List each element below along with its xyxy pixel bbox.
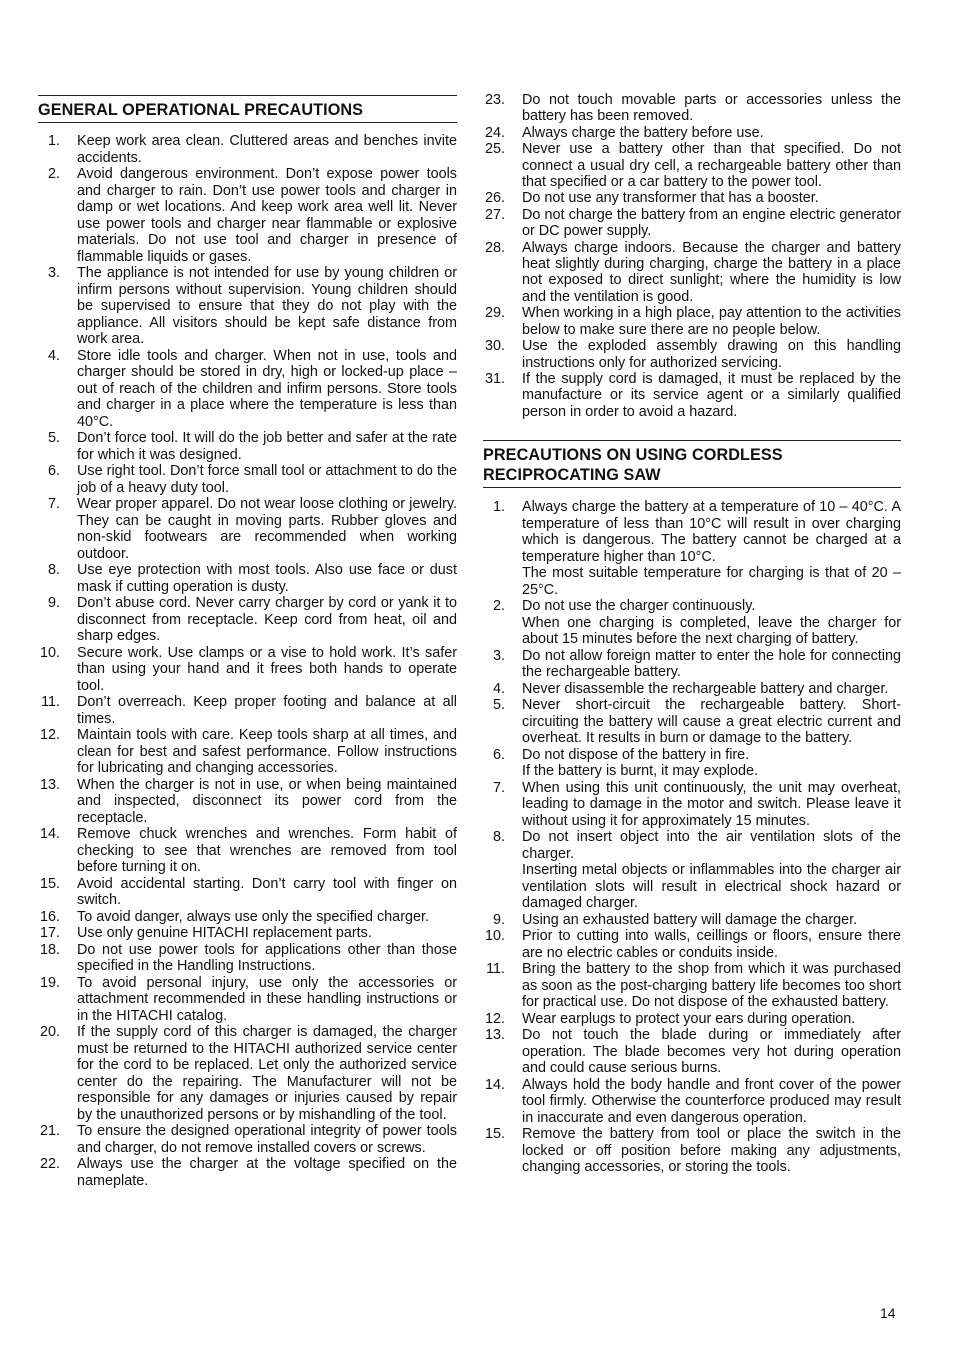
general-precautions-list bbox=[38, 133, 457, 1189]
list-item bbox=[483, 598, 901, 648]
item-number: 25. bbox=[484, 141, 505, 158]
list-item bbox=[483, 141, 901, 190]
item-number: 22. bbox=[39, 1156, 60, 1172]
item-text: Avoid dangerous environment. Don’t expose power tools and charger to rain. Don’t use power tools and charger in damp or wet locations. And keep work area well lit. Never use power tools and charger near flammable or explosive materials. Do not use tool and charger in presence of flammable liquids or gases. bbox=[77, 166, 457, 265]
list-item bbox=[483, 240, 901, 306]
item-text: Do not use any transformer that has a booster. bbox=[522, 190, 819, 207]
item-number: 27. bbox=[484, 206, 505, 223]
item-number: 9. bbox=[47, 595, 60, 611]
item-text: To avoid personal injury, use only the accessories or attachment recommended in these handling instructions or in the HITACHI catalog. bbox=[77, 974, 457, 1024]
item-text: Do not charge the battery from an engine electric generator or DC power supply. bbox=[522, 206, 901, 240]
item-number: 16. bbox=[39, 908, 60, 925]
item-number: 2. bbox=[47, 166, 60, 182]
list-item bbox=[483, 125, 901, 141]
list-item bbox=[483, 961, 901, 1011]
item-number: 18. bbox=[39, 941, 60, 958]
item-number: 6. bbox=[492, 746, 505, 763]
list-item bbox=[38, 694, 457, 727]
cordless-precautions-list bbox=[483, 499, 901, 1176]
list-item bbox=[38, 975, 457, 1025]
item-number: 14. bbox=[39, 826, 60, 842]
list-item bbox=[38, 496, 457, 562]
item-text: Always charge the battery at a temperature of 10 – 40°C. A temperature of less than 10°C will result in over charging which is dangerous. The battery cannot be charged at a temperature higher than 10°C. bbox=[522, 499, 901, 565]
right-column bbox=[483, 92, 901, 1176]
item-text: Store idle tools and charger. When not in use, tools and charger should be stored in dry, high or locked-up place – out of reach of the children and infirm persons. Store tools and charger in a place where the temperature is less than 40°C. bbox=[77, 347, 457, 430]
item-number: 5. bbox=[47, 430, 60, 446]
item-text: When working in a high place, pay attention to the activities below to make sure there are no people below. bbox=[522, 305, 901, 338]
item-text: Do not use power tools for applications other than those specified in the Handling Instructions. bbox=[77, 941, 457, 974]
item-number: 10. bbox=[484, 928, 505, 945]
list-item bbox=[483, 371, 901, 420]
list-item bbox=[483, 681, 901, 698]
list-item bbox=[483, 780, 901, 830]
list-item bbox=[38, 265, 457, 348]
item-text: Never disassemble the rechargeable battery and charger. bbox=[522, 680, 889, 697]
item-text: Wear earplugs to protect your ears during operation. bbox=[522, 1010, 856, 1027]
list-item bbox=[38, 1123, 457, 1156]
list-item bbox=[38, 826, 457, 876]
item-number: 13. bbox=[39, 776, 60, 793]
list-item bbox=[483, 648, 901, 681]
list-item bbox=[38, 133, 457, 166]
item-number: 1. bbox=[47, 133, 60, 149]
list-item bbox=[483, 697, 901, 747]
item-number: 7. bbox=[492, 779, 505, 796]
list-item bbox=[483, 928, 901, 961]
item-text: Wear proper apparel. Do not wear loose clothing or jewelry. They can be caught in moving parts. Rubber gloves and non-skid footwears are recommended when working outdoor. bbox=[77, 496, 457, 562]
item-number: 14. bbox=[484, 1076, 505, 1093]
item-text: Always hold the body handle and front cover of the power tool firmly. Otherwise the counterforce produced may result in inaccurate and even dangerous operation. bbox=[522, 1076, 901, 1126]
item-number: 7. bbox=[47, 496, 60, 512]
item-number: 11. bbox=[486, 961, 505, 978]
left-column bbox=[38, 95, 457, 1189]
list-item bbox=[38, 166, 457, 265]
item-subtext: Inserting metal objects or inflammables into the charger air ventilation slots will result in electrical shock hazard or damaged charger. bbox=[522, 862, 901, 912]
item-number: 11. bbox=[41, 694, 60, 710]
item-text: When using this unit continuously, the unit may overheat, leading to damage in the motor and switch. Please leave it without using it for approximately 15 minutes. bbox=[522, 779, 901, 829]
list-item bbox=[483, 912, 901, 929]
item-text: Use right tool. Don’t force small tool or attachment to do the job of a heavy duty tool. bbox=[77, 463, 457, 496]
item-number: 12. bbox=[484, 1010, 505, 1027]
item-text: Use the exploded assembly drawing on this handling instructions only for authorized servicing. bbox=[522, 338, 901, 371]
item-number: 13. bbox=[484, 1027, 505, 1044]
item-number: 6. bbox=[47, 463, 60, 479]
list-item bbox=[483, 305, 901, 338]
page-number: 14 bbox=[880, 1305, 896, 1321]
cordless-section bbox=[483, 440, 901, 1176]
cordless-precautions-heading bbox=[483, 440, 901, 488]
item-subtext: If the battery is burnt, it may explode. bbox=[522, 763, 758, 780]
item-number: 30. bbox=[484, 338, 505, 355]
item-text: The appliance is not intended for use by young children or infirm persons without supervision. Young children should be supervised to ensure that they do not play with the appliance. All visitors should be kept safe distance from work area. bbox=[77, 265, 457, 347]
item-number: 8. bbox=[492, 829, 505, 846]
list-item bbox=[38, 348, 457, 431]
item-text: Do not use the charger continuously. bbox=[522, 598, 756, 615]
list-item bbox=[38, 1024, 457, 1123]
item-text: Keep work area clean. Cluttered areas and benches invite accidents. bbox=[77, 133, 457, 166]
list-item bbox=[38, 463, 457, 496]
item-text: Remove chuck wrenches and wrenches. Form habit of checking to see that wrenches are removed from tool before turning it on. bbox=[77, 826, 457, 875]
item-number: 17. bbox=[39, 925, 60, 941]
item-number: 3. bbox=[492, 647, 505, 664]
list-item bbox=[38, 562, 457, 595]
item-text: Use only genuine HITACHI replacement parts. bbox=[77, 925, 372, 941]
list-item bbox=[38, 876, 457, 909]
item-number: 5. bbox=[492, 697, 505, 714]
item-number: 4. bbox=[492, 680, 505, 697]
item-text: Do not allow foreign matter to enter the hole for connecting the rechargeable battery. bbox=[522, 647, 901, 681]
item-number: 31. bbox=[484, 370, 505, 387]
item-text: Use eye protection with most tools. Also use face or dust mask if cutting operation is dusty. bbox=[77, 562, 457, 595]
item-number: 3. bbox=[47, 265, 60, 281]
item-number: 12. bbox=[39, 727, 60, 743]
item-number: 4. bbox=[47, 347, 60, 364]
list-item bbox=[483, 829, 901, 912]
item-text: Do not insert object into the air ventilation slots of the charger. bbox=[522, 829, 901, 862]
item-text: Always charge the battery before use. bbox=[522, 124, 764, 141]
item-number: 8. bbox=[47, 562, 60, 578]
item-text: Maintain tools with care. Keep tools sharp at all times, and clean for best and safest performance. Follow instructions for lubricating and changing accessories. bbox=[77, 727, 457, 776]
item-text: Always charge indoors. Because the charger and battery heat slightly during charging, charge the battery in a place not exposed to direct sunlight; where the humidity is low and the ventilation is good. bbox=[522, 239, 901, 305]
item-text: Never short-circuit the rechargeable battery. Short-circuiting the battery will cause a great electric current and overheat. It results in burn or damage to the battery. bbox=[522, 697, 901, 747]
cordless-heading-line1: PRECAUTIONS ON USING CORDLESS bbox=[483, 446, 783, 465]
item-text: To ensure the designed operational integrity of power tools and charger, do not remove installed covers or screws. bbox=[77, 1123, 457, 1156]
list-item bbox=[483, 1126, 901, 1176]
item-number: 15. bbox=[484, 1126, 505, 1143]
list-item bbox=[38, 777, 457, 827]
item-number: 28. bbox=[484, 239, 505, 256]
item-text: If the supply cord is damaged, it must be replaced by the manufacture or its service agent or a similarly qualified person in order to avoid a hazard. bbox=[522, 370, 901, 420]
item-text: Always use the charger at the voltage specified on the nameplate. bbox=[77, 1156, 457, 1189]
item-text: Bring the battery to the shop from which it was purchased as soon as the post-charging battery life becomes too short for practical use. Do not dispose of the exhausted battery. bbox=[522, 961, 901, 1011]
list-item bbox=[38, 727, 457, 777]
item-number: 23. bbox=[484, 92, 505, 108]
list-item bbox=[483, 1077, 901, 1127]
item-text: Remove the battery from tool or place the switch in the locked or off position before making any adjustments, changing accessories, or storing the tools. bbox=[522, 1126, 901, 1176]
list-item bbox=[38, 942, 457, 975]
list-item bbox=[38, 925, 457, 942]
list-item bbox=[38, 909, 457, 926]
list-item bbox=[483, 1027, 901, 1077]
item-text: Don’t force tool. It will do the job better and safer at the rate for which it was designed. bbox=[77, 430, 457, 463]
general-precautions-heading: GENERAL OPERATIONAL PRECAUTIONS bbox=[38, 95, 457, 123]
item-text: When the charger is not in use, or when being maintained and inspected, disconnect its power cord from the receptacle. bbox=[77, 776, 457, 826]
list-item bbox=[483, 92, 901, 125]
item-number: 1. bbox=[492, 499, 505, 516]
item-text: Do not touch the blade during or immediately after operation. The blade becomes very hot during operation and could cause serious burns. bbox=[522, 1027, 901, 1077]
list-item bbox=[38, 1156, 457, 1189]
item-text: If the supply cord of this charger is damaged, the charger must be returned to the HITACHI authorized service center for the cord to be replaced. Let only the authorized service center do the repairing. The Manufacturer will not be responsible for any damages or injuries caused by repair by the unauthorized persons or by mishandling of the tool. bbox=[77, 1024, 457, 1123]
list-item bbox=[38, 430, 457, 463]
item-number: 2. bbox=[492, 598, 505, 615]
item-number: 9. bbox=[492, 911, 505, 928]
list-item bbox=[483, 499, 901, 598]
item-number: 10. bbox=[39, 644, 60, 661]
item-number: 24. bbox=[484, 124, 505, 141]
item-number: 29. bbox=[484, 305, 505, 322]
item-text: Never use a battery other than that specified. Do not connect a usual dry cell, a rechargeable battery other than that specified or a car battery to the power tool. bbox=[522, 141, 901, 191]
cordless-heading-line2: RECIPROCATING SAW bbox=[483, 466, 661, 485]
list-item bbox=[483, 747, 901, 780]
list-item bbox=[38, 645, 457, 695]
item-subtext: The most suitable temperature for charging is that of 20 – 25°C. bbox=[522, 565, 901, 598]
item-number: 20. bbox=[39, 1024, 60, 1040]
list-item bbox=[483, 1011, 901, 1028]
item-text: Avoid accidental starting. Don’t carry tool with finger on switch. bbox=[77, 875, 457, 908]
list-item bbox=[483, 207, 901, 240]
item-text: To avoid danger, always use only the specified charger. bbox=[77, 908, 429, 925]
item-text: Do not touch movable parts or accessories unless the battery has been removed. bbox=[522, 92, 901, 125]
item-subtext: When one charging is completed, leave the charger for about 15 minutes before the next charging of battery. bbox=[522, 614, 901, 648]
item-number: 21. bbox=[39, 1123, 60, 1139]
item-number: 19. bbox=[39, 974, 60, 991]
item-text: Don’t abuse cord. Never carry charger by cord or yank it to disconnect from receptacle. Keep cord from heat, oil and sharp edges. bbox=[77, 595, 457, 644]
list-item bbox=[483, 338, 901, 371]
item-number: 15. bbox=[39, 875, 60, 892]
item-text: Do not dispose of the battery in fire. bbox=[522, 746, 750, 763]
item-text: Don’t overreach. Keep proper footing and balance at all times. bbox=[77, 694, 457, 727]
list-item bbox=[483, 190, 901, 206]
item-text: Secure work. Use clamps or a vise to hold work. It’s safer than using your hand and it frees both hands to operate tool. bbox=[77, 644, 457, 694]
item-text: Prior to cutting into walls, ceillings or floors, ensure there are no electric cables or conduits inside. bbox=[522, 928, 901, 961]
item-number: 26. bbox=[484, 190, 505, 207]
item-text: Using an exhausted battery will damage the charger. bbox=[522, 911, 858, 928]
list-item bbox=[38, 595, 457, 645]
general-precautions-list-continued bbox=[483, 92, 901, 420]
